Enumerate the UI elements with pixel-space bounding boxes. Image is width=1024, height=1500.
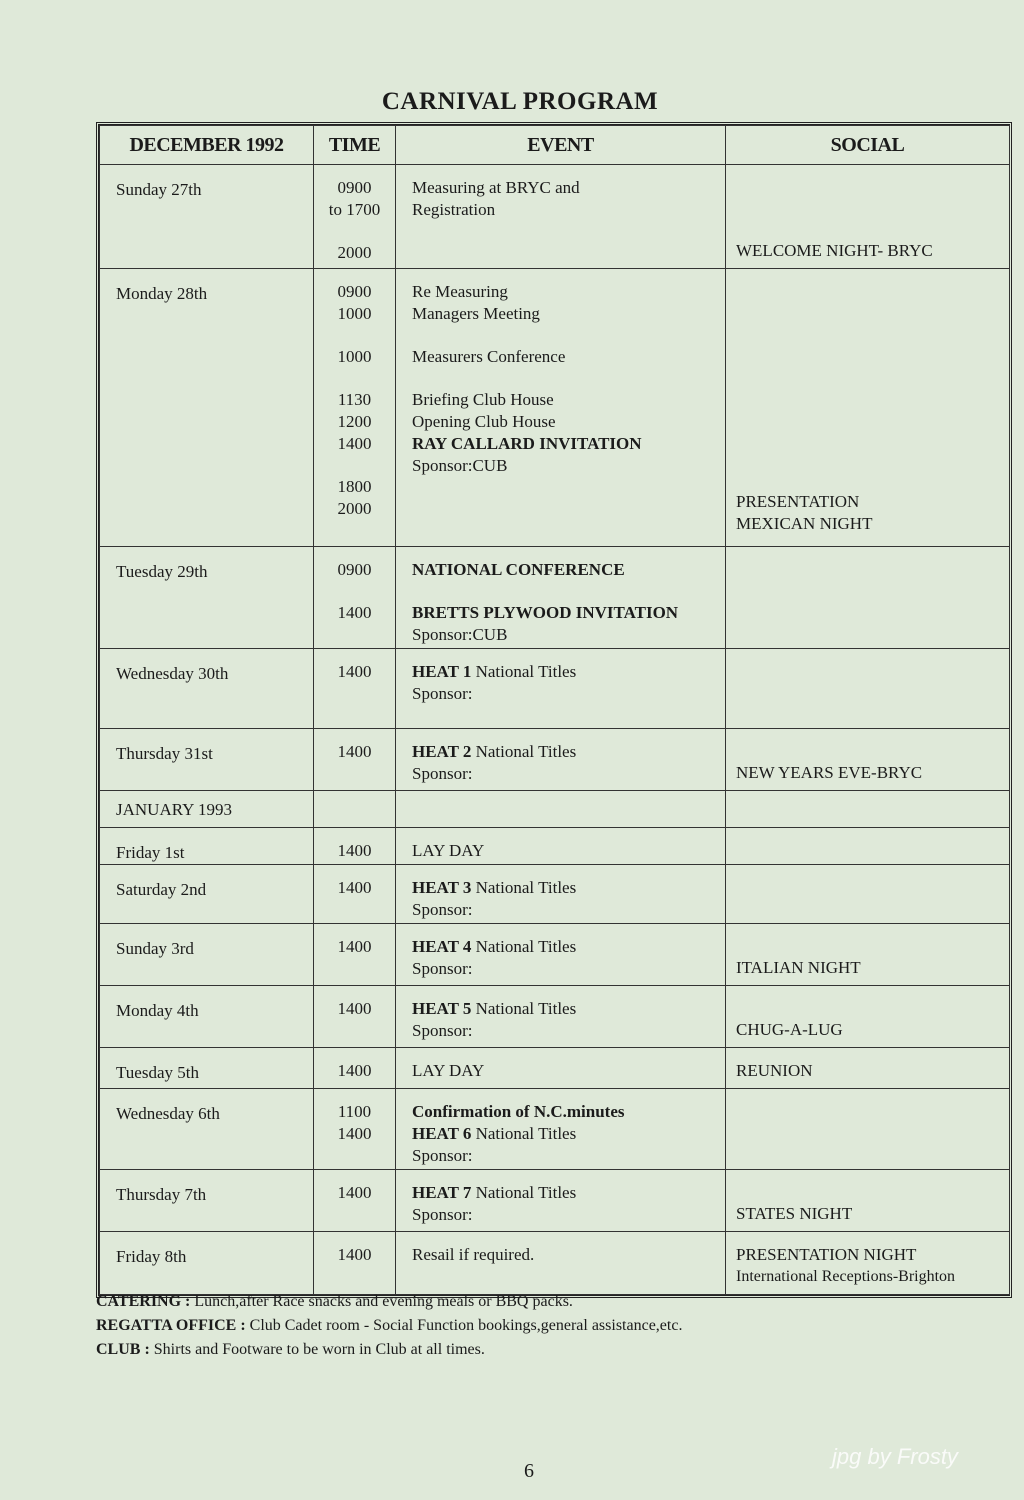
time-value: 1400 bbox=[337, 662, 372, 681]
event-line: Sponsor: bbox=[412, 959, 473, 978]
social-cell bbox=[726, 1170, 1010, 1232]
event-line: Briefing Club House bbox=[412, 390, 554, 409]
spacer bbox=[736, 281, 1009, 302]
date-cell: Tuesday 29th bbox=[100, 547, 314, 649]
footer-notes bbox=[96, 1290, 916, 1362]
date-cell: Monday 28th bbox=[100, 269, 314, 547]
heat-description: National Titles bbox=[471, 878, 577, 897]
time-value bbox=[314, 221, 395, 242]
time-cell bbox=[314, 1232, 396, 1295]
event-line bbox=[412, 581, 725, 602]
spacer bbox=[736, 470, 1009, 491]
schedule-row bbox=[100, 1048, 1010, 1089]
schedule-row bbox=[100, 1232, 1010, 1295]
event-line bbox=[412, 325, 725, 346]
time-value: 1400 bbox=[337, 878, 372, 897]
spacer bbox=[736, 386, 1009, 407]
footer-note-regatta-office bbox=[96, 1314, 916, 1338]
watermark: jpg by Frosty bbox=[832, 1444, 958, 1469]
time-value: 1400 bbox=[337, 1183, 372, 1202]
time-value: 1200 bbox=[337, 412, 372, 431]
time-cell bbox=[314, 729, 396, 791]
social-event: NEW YEARS EVE-BRYC bbox=[736, 763, 923, 782]
heat-description: National Titles bbox=[471, 1124, 577, 1143]
social-cell bbox=[726, 865, 1010, 924]
time-value: 1400 bbox=[337, 1124, 372, 1143]
event-line bbox=[412, 368, 725, 389]
heat-description: National Titles bbox=[471, 742, 577, 761]
heat-number: HEAT 1 bbox=[412, 662, 472, 681]
footer-text: Club Cadet room - Social Function bookings,general assistance,etc. bbox=[245, 1317, 683, 1334]
heat-number: HEAT 3 bbox=[412, 878, 472, 897]
spacer bbox=[736, 323, 1009, 344]
social-event: REUNION bbox=[736, 1061, 813, 1080]
time-value: 1100 bbox=[337, 1102, 372, 1121]
spacer bbox=[736, 177, 1009, 198]
schedule-row bbox=[100, 986, 1010, 1048]
schedule-row bbox=[100, 865, 1010, 924]
heat-description: National Titles bbox=[471, 937, 577, 956]
footer-text: Lunch,after Race snacks and evening meals or BBQ packs. bbox=[190, 1293, 573, 1310]
event-line bbox=[412, 661, 725, 683]
social-event: PRESENTATION bbox=[736, 492, 860, 511]
program-body bbox=[100, 165, 1010, 1295]
footer-label: CLUB : bbox=[96, 1341, 150, 1358]
event-line: Measurers Conference bbox=[412, 347, 566, 366]
schedule-row bbox=[100, 1089, 1010, 1170]
event-line: Measuring at BRYC and bbox=[412, 178, 580, 197]
heat-description: National Titles bbox=[471, 662, 577, 681]
empty-cell bbox=[726, 791, 1010, 828]
heat-number: HEAT 2 bbox=[412, 742, 472, 761]
social-cell bbox=[726, 649, 1010, 729]
event-cell bbox=[396, 1170, 726, 1232]
heat-number: HEAT 4 bbox=[412, 937, 472, 956]
date-cell: Wednesday 30th bbox=[100, 649, 314, 729]
time-value: 1400 bbox=[337, 1061, 372, 1080]
header-row bbox=[100, 126, 1010, 165]
spacer bbox=[736, 407, 1009, 428]
social-cell bbox=[726, 547, 1010, 649]
event-line bbox=[412, 877, 725, 899]
spacer bbox=[736, 428, 1009, 449]
event-line: BRETTS PLYWOOD INVITATION bbox=[412, 603, 679, 622]
time-cell bbox=[314, 165, 396, 269]
social-cell bbox=[726, 165, 1010, 269]
social-cell bbox=[726, 269, 1010, 547]
column-header-social: SOCIAL bbox=[726, 126, 1010, 165]
time-cell bbox=[314, 828, 396, 865]
event-line: Sponsor: bbox=[412, 1146, 473, 1165]
time-value: 1400 bbox=[337, 937, 372, 956]
time-value: 1800 bbox=[337, 477, 372, 496]
schedule-row bbox=[100, 547, 1010, 649]
schedule-row bbox=[100, 1170, 1010, 1232]
event-line: LAY DAY bbox=[412, 1061, 485, 1080]
event-line: Sponsor:CUB bbox=[412, 456, 508, 475]
spacer bbox=[736, 449, 1009, 470]
social-cell bbox=[726, 1232, 1010, 1295]
spacer bbox=[736, 1182, 1009, 1203]
date-cell: Saturday 2nd bbox=[100, 865, 314, 924]
schedule-row bbox=[100, 269, 1010, 547]
schedule-row bbox=[100, 729, 1010, 791]
time-value: to 1700 bbox=[328, 200, 381, 219]
spacer bbox=[736, 365, 1009, 386]
time-value: 0900 bbox=[337, 560, 372, 579]
time-cell bbox=[314, 865, 396, 924]
event-line bbox=[412, 242, 725, 263]
date-cell: Monday 4th bbox=[100, 986, 314, 1048]
time-value bbox=[314, 455, 395, 476]
event-line: Sponsor: bbox=[412, 1205, 473, 1224]
event-line: Sponsor:CUB bbox=[412, 625, 508, 644]
column-header-time: TIME bbox=[314, 126, 396, 165]
social-event: International Receptions-Brighton bbox=[736, 1268, 956, 1285]
time-value: 2000 bbox=[337, 243, 372, 262]
event-cell bbox=[396, 1089, 726, 1170]
time-value bbox=[314, 325, 395, 346]
event-line: Sponsor: bbox=[412, 764, 473, 783]
time-value bbox=[314, 581, 395, 602]
time-value: 1130 bbox=[337, 390, 372, 409]
date-cell: Thursday 7th bbox=[100, 1170, 314, 1232]
event-line: Confirmation of N.C.minutes bbox=[412, 1102, 625, 1121]
schedule-row bbox=[100, 649, 1010, 729]
time-cell bbox=[314, 924, 396, 986]
time-value: 1400 bbox=[337, 434, 372, 453]
time-value: 0900 bbox=[337, 282, 372, 301]
event-cell bbox=[396, 986, 726, 1048]
month-heading: JANUARY 1993 bbox=[100, 791, 314, 828]
event-cell bbox=[396, 729, 726, 791]
column-header-date: DECEMBER 1992 bbox=[100, 126, 314, 165]
event-line: Registration bbox=[412, 200, 496, 219]
spacer bbox=[736, 741, 1009, 762]
date-cell: Thursday 31st bbox=[100, 729, 314, 791]
footer-label: REGATTA OFFICE : bbox=[96, 1317, 246, 1334]
event-cell bbox=[396, 865, 726, 924]
time-value bbox=[314, 368, 395, 389]
date-cell: Friday 8th bbox=[100, 1232, 314, 1295]
time-value: 1000 bbox=[337, 304, 372, 323]
event-line bbox=[412, 221, 725, 242]
date-cell: Tuesday 5th bbox=[100, 1048, 314, 1089]
event-cell bbox=[396, 165, 726, 269]
event-line: Resail if required. bbox=[412, 1245, 535, 1264]
heat-description: National Titles bbox=[471, 1183, 577, 1202]
schedule-row bbox=[100, 924, 1010, 986]
spacer bbox=[736, 344, 1009, 365]
spacer bbox=[736, 219, 1009, 240]
social-cell bbox=[726, 1048, 1010, 1089]
social-event: STATES NIGHT bbox=[736, 1204, 853, 1223]
heat-number: HEAT 5 bbox=[412, 999, 472, 1018]
spacer bbox=[736, 198, 1009, 219]
column-header-event: EVENT bbox=[396, 126, 726, 165]
date-cell: Wednesday 6th bbox=[100, 1089, 314, 1170]
time-value: 1400 bbox=[337, 1245, 372, 1264]
event-line: RAY CALLARD INVITATION bbox=[412, 434, 642, 453]
event-line: Sponsor: bbox=[412, 684, 473, 703]
time-cell bbox=[314, 1048, 396, 1089]
event-line: LAY DAY bbox=[412, 841, 485, 860]
time-value: 2000 bbox=[337, 499, 372, 518]
event-line: NATIONAL CONFERENCE bbox=[412, 560, 625, 579]
footer-text: Shirts and Footware to be worn in Club at all times. bbox=[149, 1341, 485, 1358]
event-line: Managers Meeting bbox=[412, 304, 540, 323]
event-line bbox=[412, 936, 725, 958]
program-table bbox=[99, 125, 1010, 1295]
time-cell bbox=[314, 1170, 396, 1232]
event-line bbox=[412, 1123, 725, 1145]
social-event: ITALIAN NIGHT bbox=[736, 958, 861, 977]
event-line bbox=[412, 1182, 725, 1204]
empty-cell bbox=[314, 791, 396, 828]
social-event: MEXICAN NIGHT bbox=[736, 514, 873, 533]
time-value: 1400 bbox=[337, 603, 372, 622]
social-event: CHUG-A-LUG bbox=[736, 1020, 843, 1039]
event-cell bbox=[396, 1048, 726, 1089]
social-cell bbox=[726, 1089, 1010, 1170]
time-value: 1400 bbox=[337, 742, 372, 761]
event-cell bbox=[396, 547, 726, 649]
heat-number: HEAT 6 bbox=[412, 1124, 472, 1143]
event-line: Sponsor: bbox=[412, 1021, 473, 1040]
event-cell bbox=[396, 924, 726, 986]
date-cell: Sunday 3rd bbox=[100, 924, 314, 986]
time-value: 1400 bbox=[337, 841, 372, 860]
social-cell bbox=[726, 924, 1010, 986]
month-row bbox=[100, 791, 1010, 828]
footer-note-club bbox=[96, 1338, 916, 1362]
date-cell: Friday 1st bbox=[100, 828, 314, 865]
social-cell bbox=[726, 828, 1010, 865]
program-table-frame bbox=[96, 122, 1012, 1298]
time-value: 1400 bbox=[337, 999, 372, 1018]
social-cell bbox=[726, 986, 1010, 1048]
event-cell bbox=[396, 828, 726, 865]
time-cell bbox=[314, 649, 396, 729]
heat-description: National Titles bbox=[471, 999, 577, 1018]
time-value: 1000 bbox=[337, 347, 372, 366]
schedule-row bbox=[100, 165, 1010, 269]
event-line bbox=[412, 998, 725, 1020]
footer-label: CATERING : bbox=[96, 1293, 191, 1310]
event-line bbox=[412, 741, 725, 763]
social-cell bbox=[726, 729, 1010, 791]
time-cell bbox=[314, 1089, 396, 1170]
spacer bbox=[736, 936, 1009, 957]
heat-number: HEAT 7 bbox=[412, 1183, 472, 1202]
page-number: 6 bbox=[524, 1460, 534, 1482]
page-title: CARNIVAL PROGRAM bbox=[381, 88, 659, 115]
spacer bbox=[736, 998, 1009, 1019]
empty-cell bbox=[396, 791, 726, 828]
event-cell bbox=[396, 269, 726, 547]
event-cell bbox=[396, 649, 726, 729]
time-value: 0900 bbox=[337, 178, 372, 197]
social-event: WELCOME NIGHT- BRYC bbox=[736, 241, 933, 260]
date-cell: Sunday 27th bbox=[100, 165, 314, 269]
event-line: Opening Club House bbox=[412, 412, 556, 431]
event-line: Re Measuring bbox=[412, 282, 508, 301]
time-cell bbox=[314, 986, 396, 1048]
schedule-row bbox=[100, 828, 1010, 865]
social-event: PRESENTATION NIGHT bbox=[736, 1245, 917, 1264]
time-cell bbox=[314, 547, 396, 649]
spacer bbox=[736, 302, 1009, 323]
footer-note-catering bbox=[96, 1290, 916, 1314]
event-line: Sponsor: bbox=[412, 900, 473, 919]
event-cell bbox=[396, 1232, 726, 1295]
time-cell bbox=[314, 269, 396, 547]
